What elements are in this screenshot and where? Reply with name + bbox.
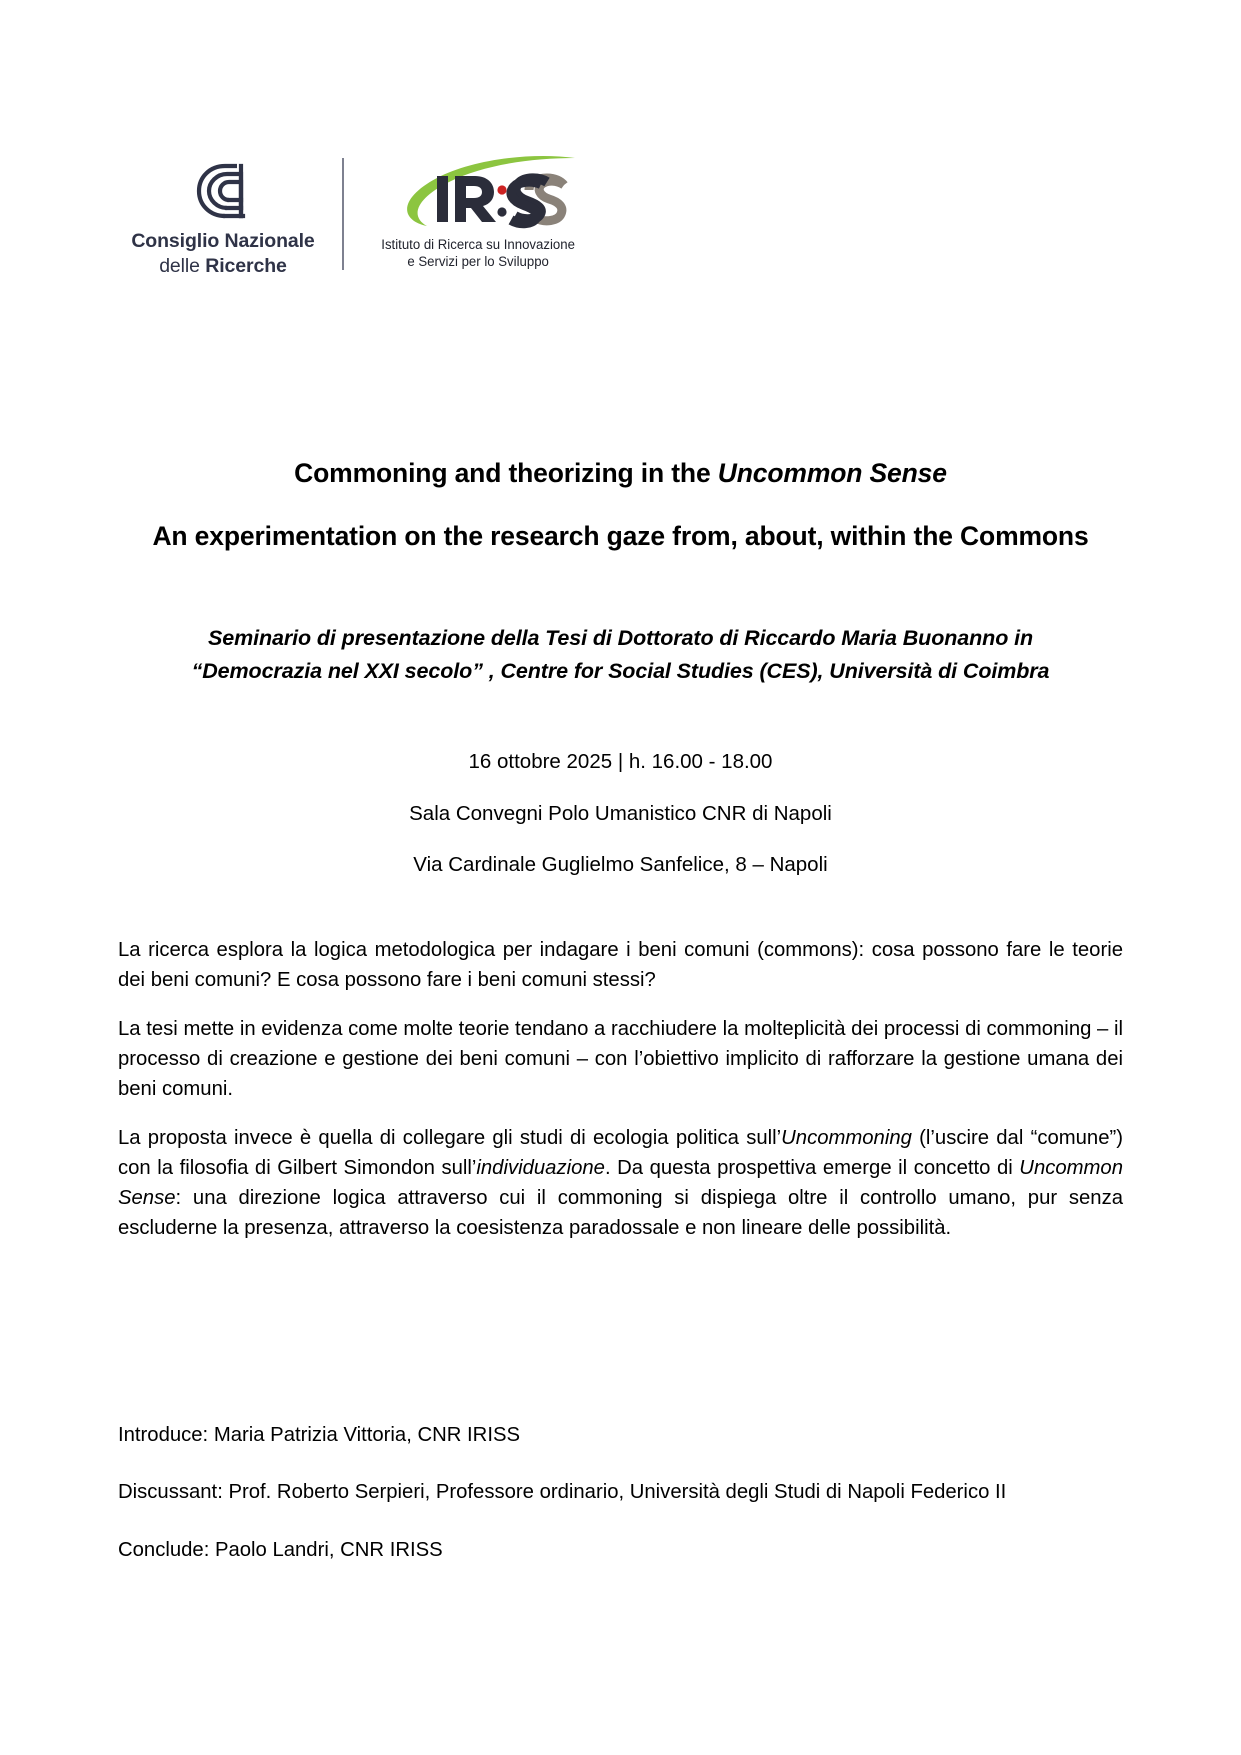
event-details: [118, 752, 1123, 876]
title-line-1-prefix: Commoning and theorizing in the: [294, 458, 718, 488]
title-line-2: An experimentation on the research gaze from, about, within the Commons: [152, 520, 1089, 551]
title-line-1-italic: Uncommon Sense: [717, 458, 947, 488]
page-title: [118, 460, 1123, 549]
event-address: Via Cardinale Guglielmo Sanfelice, 8 – Napoli: [413, 853, 828, 876]
event-datetime: 16 ottobre 2025 | h. 16.00 - 18.00: [468, 750, 773, 773]
cnr-logo-line1: Consiglio Nazionale: [131, 230, 315, 252]
iriss-logo: [374, 152, 582, 270]
subtitle-line-2: “Democrazia nel XXI secolo” , Centre for Social Studies (CES), Università di Coimbra: [191, 658, 1050, 683]
credits: [118, 1425, 1123, 1560]
p3-seg-5: . Da questa prospettiva emerge il concetto di: [604, 1157, 1020, 1180]
p3-italic-uncommon-sense: Uncommon Sense: [118, 1157, 1123, 1210]
credit-discussant: Discussant: Prof. Roberto Serpieri, Professore ordinario, Università degli Studi di Napoli Federico II: [118, 1481, 1007, 1504]
vertical-divider: [342, 158, 344, 270]
event-venue: Sala Convegni Polo Umanistico CNR di Napoli: [409, 801, 832, 825]
p3-italic-individuazione: individuazione: [476, 1157, 605, 1180]
body-paragraph-1: La ricerca esplora la logica metodologica per indagare i beni comuni (commons): cosa possono fare le teorie dei beni comuni? E cosa possono fare i beni comuni stessi?: [118, 939, 1123, 992]
iriss-subtitle-line1: Istituto di Ricerca su Innovazione: [381, 237, 575, 253]
body-paragraph-2: La tesi mette in evidenza come molte teorie tendano a racchiudere la molteplicità dei processi di commoning – il processo di creazione e gestione dei beni comuni – con l’obiettivo implicito di rafforzare la gestione umana dei beni comuni.: [118, 1018, 1123, 1101]
body-text: [118, 935, 1123, 1243]
logo-band: [118, 152, 1123, 282]
credit-introduce: Introduce: Maria Patrizia Vittoria, CNR IRISS: [118, 1424, 521, 1446]
iriss-subtitle-line2: e Servizi per lo Sviluppo: [407, 253, 549, 270]
iriss-wordmark-icon: [379, 154, 577, 236]
subtitle: [118, 622, 1123, 687]
cnr-logo: [118, 152, 328, 279]
page-content: [118, 0, 1123, 1755]
iriss-logo-subtitle: [381, 237, 575, 270]
p3-italic-uncommoning: Uncommoning: [781, 1127, 912, 1150]
cnr-monogram-icon: [191, 160, 255, 222]
p3-seg-7: : una direzione logica attraverso cui il commoning si dispiega oltre il controllo umano, pur senza escluderne la presenza, attraverso la coesistenza paradossale e non lineare delle possibilità.: [118, 1187, 1123, 1240]
cnr-logo-line2: delle Ricerche: [159, 254, 287, 277]
p3-seg-3: (l’uscire dal “comune”) con la filosofia di Gilbert Simondon sull’: [118, 1127, 1123, 1180]
subtitle-line-1: Seminario di presentazione della Tesi di Dottorato di Riccardo Maria Buonanno in: [207, 626, 1034, 650]
body-paragraph-3: [118, 1123, 1123, 1243]
p3-seg-1: La proposta invece è quella di collegare gli studi di ecologia politica sull’: [118, 1127, 782, 1150]
cnr-logo-text: [131, 229, 314, 279]
credit-conclude: Conclude: Paolo Landri, CNR IRISS: [118, 1538, 443, 1561]
title-line-1: [118, 460, 1123, 487]
